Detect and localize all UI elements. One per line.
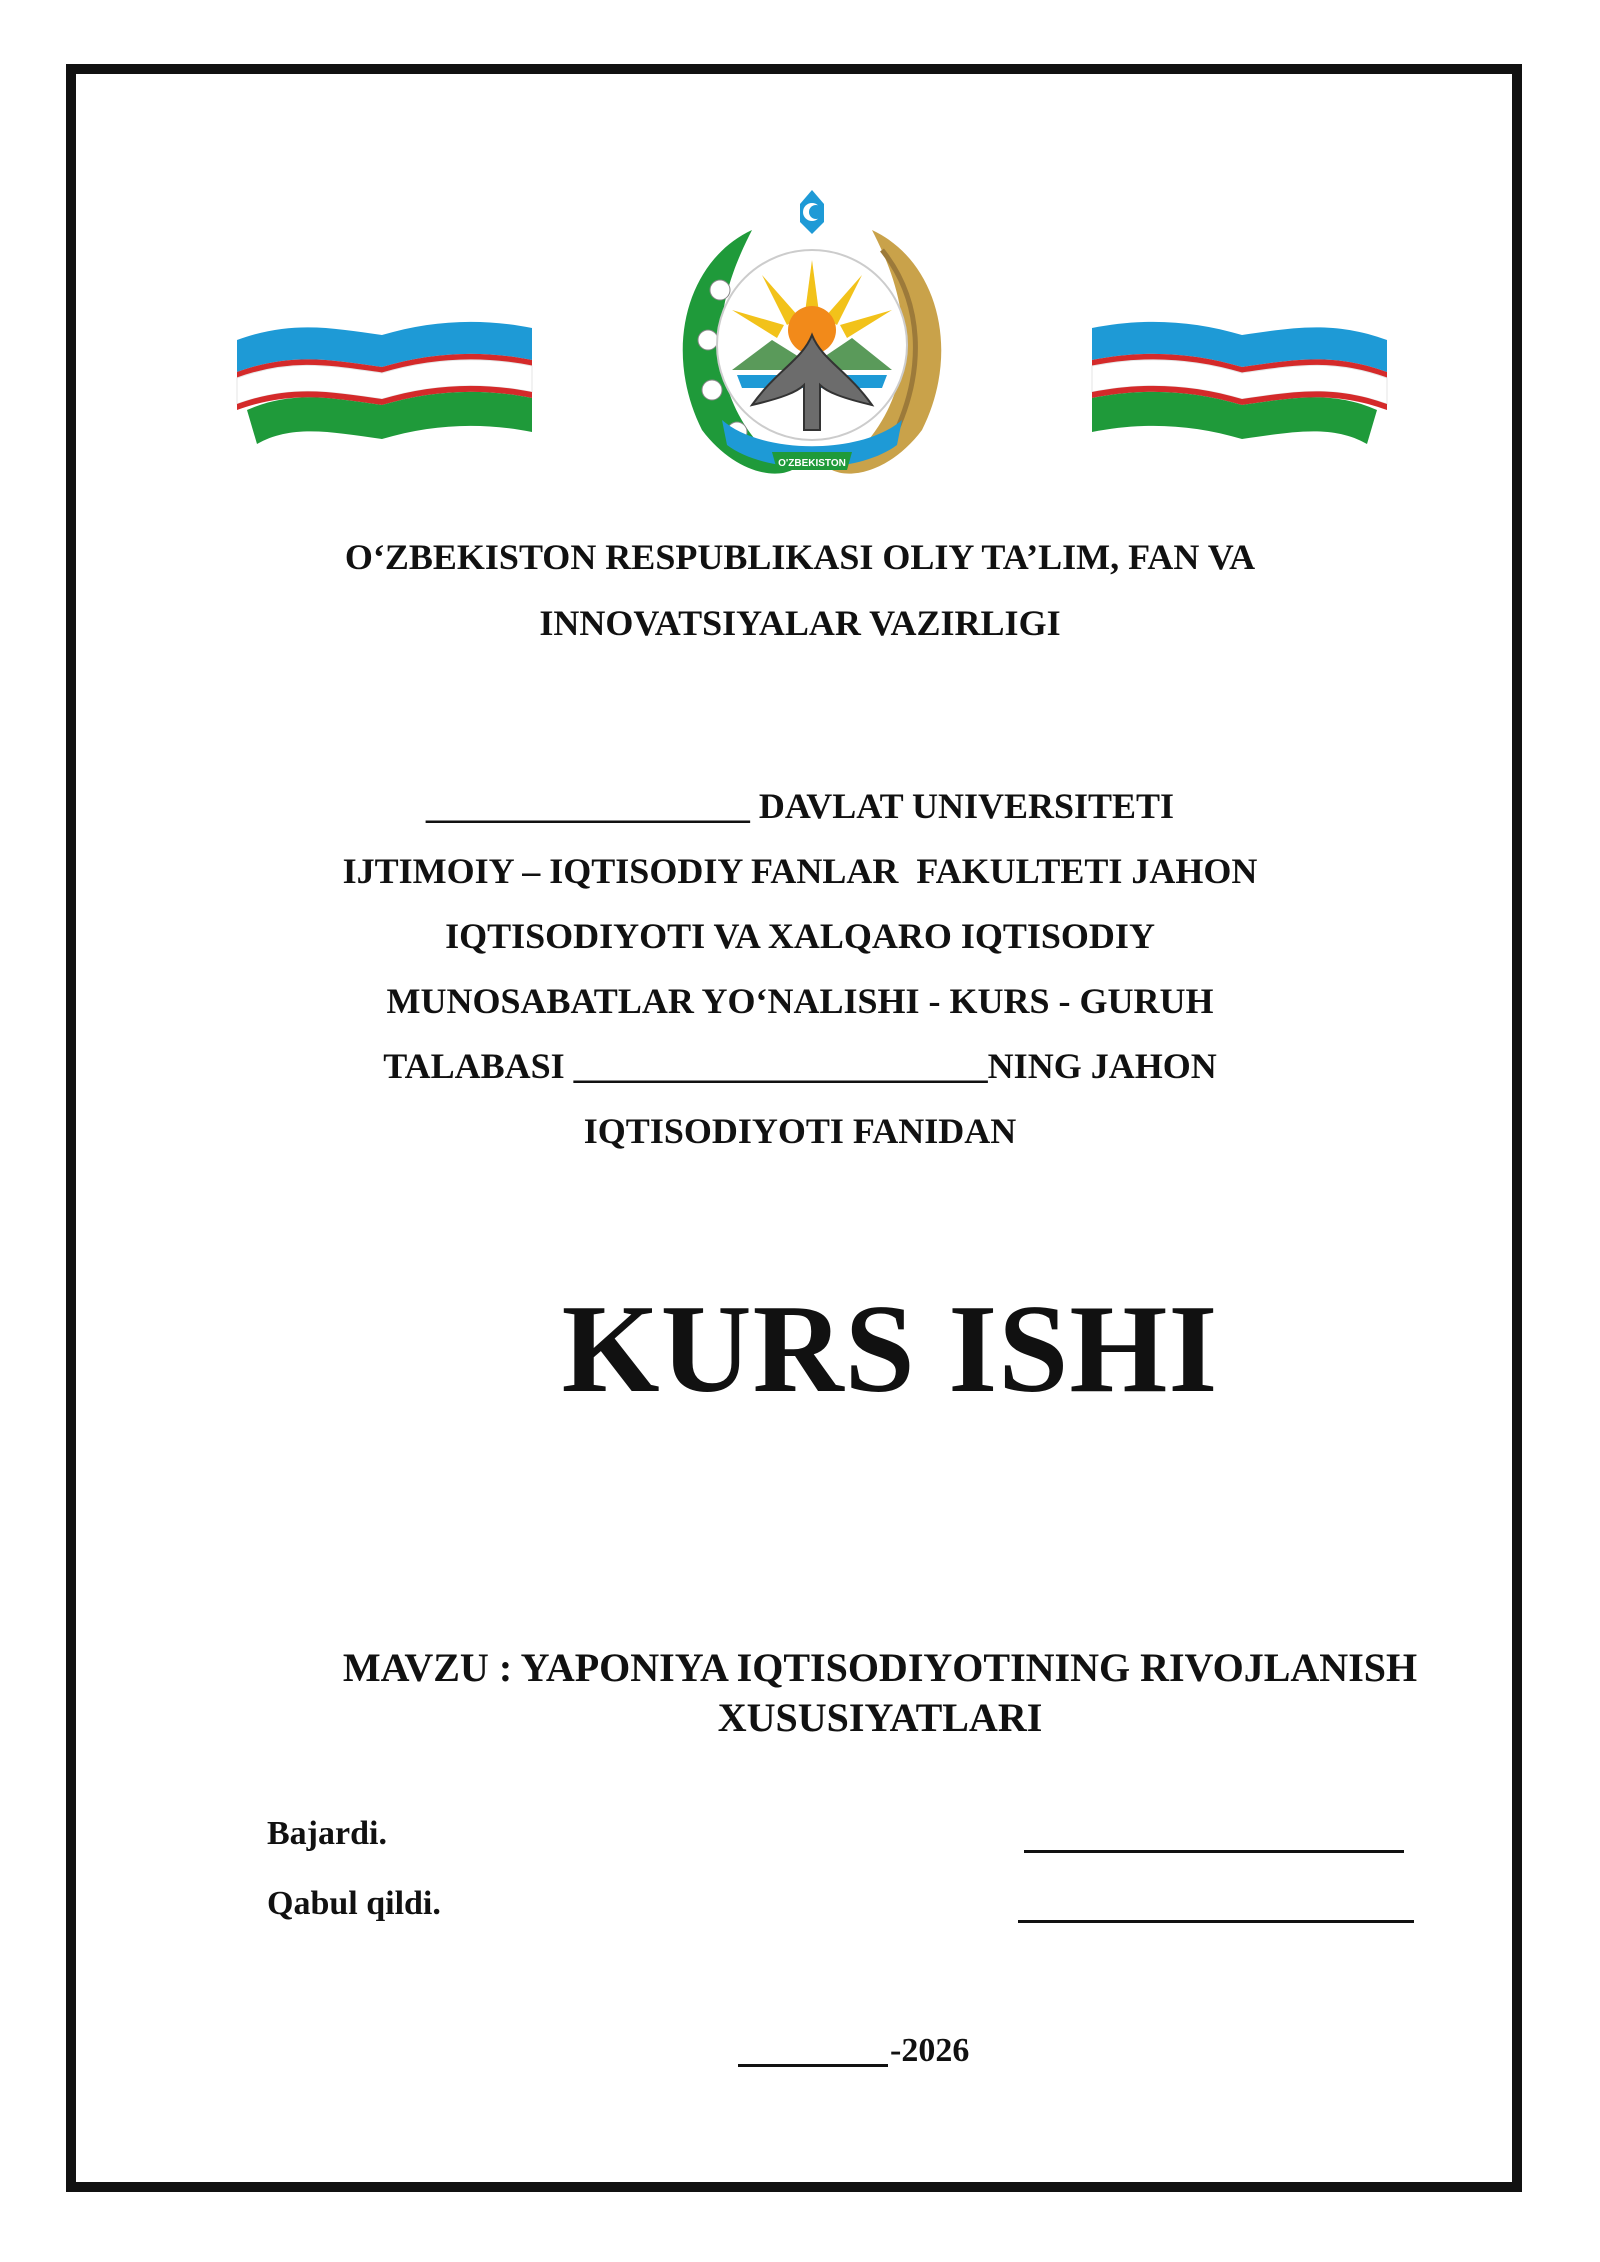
topic-line-2: XUSUSIYATLARI [717, 1695, 1043, 1740]
flag-ribbon-right [1092, 322, 1387, 444]
state-emblem-logo [232, 170, 1392, 490]
year-blank [738, 2064, 888, 2067]
year-line [738, 2031, 969, 2071]
flag-ribbon-left [237, 322, 532, 444]
university-line-3: IQTISODIYOTI VA XALQARO IQTISODIY [445, 916, 1155, 956]
topic-line-1: MAVZU : YAPONIYA IQTISODIYOTINING RIVOJLANISH [342, 1645, 1418, 1690]
emblem-label: O'ZBEKISTON [778, 458, 846, 469]
university-line-1: __________________ DAVLAT UNIVERSITETI [425, 786, 1175, 826]
university-line-5: TALABASI _______________________NING JAHON [383, 1046, 1217, 1086]
done-by-label: Bajardi. [267, 1815, 387, 1852]
ministry-line-1: O‘ZBEKISTON RESPUBLIKASI OLIY TA’LIM, FAN VA [344, 537, 1256, 577]
document-title: KURS ISHI [561, 1280, 1219, 1419]
year-text: -2026 [890, 2032, 970, 2069]
accepted-by-label: Qabul qildi. [267, 1885, 441, 1922]
emblem-seal [683, 190, 942, 474]
university-line-4: MUNOSABATLAR YO‘NALISHI - KURS - GURUH [386, 981, 1214, 1021]
done-by-signature-line [1024, 1850, 1404, 1853]
ministry-line-2: INNOVATSIYALAR VAZIRLIGI [539, 603, 1061, 643]
university-line-6: IQTISODIYOTI FANIDAN [583, 1111, 1017, 1151]
accepted-by-signature-line [1018, 1920, 1414, 1923]
university-line-2: IJTIMOIY – IQTISODIY FANLAR FAKULTETI JAHON [342, 851, 1258, 891]
